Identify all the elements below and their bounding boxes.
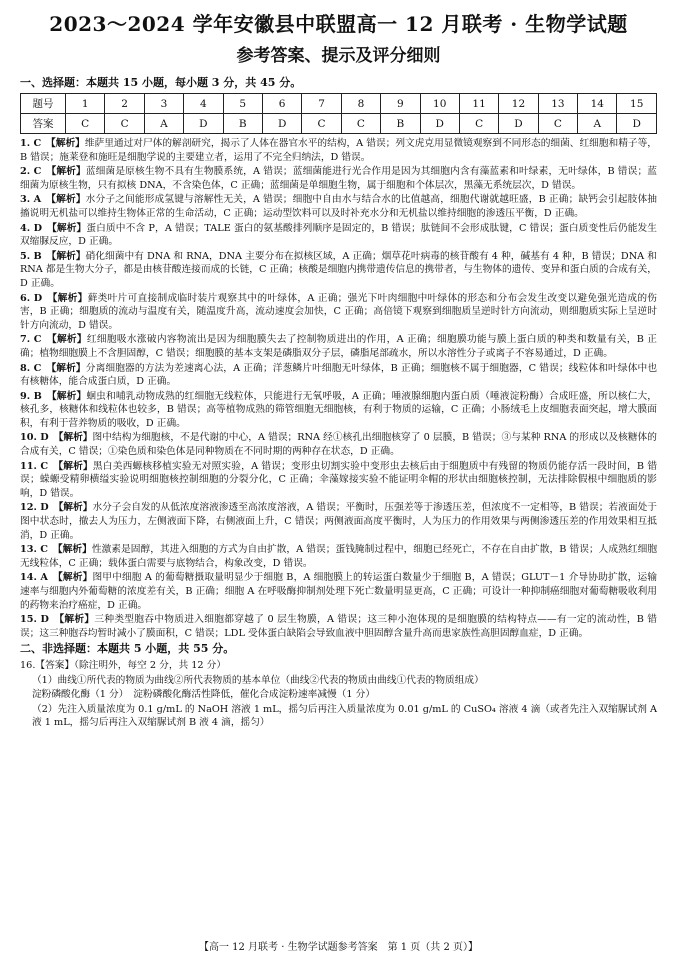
item-text: 蛋白质中不含 P，A 错误；TALE 蛋白的氨基酸排列顺序是固定的，B 错误；肽链间不会形成肽键，C 错误；蛋白质变性后仍能发生双缩脲反应，D 正确。 [20, 222, 657, 248]
row-label-number: 题号 [21, 94, 66, 114]
question-number: 15 [617, 94, 657, 114]
page-title: 2023～2024 学年安徽县中联盟高一 12 月联考 · 生物学试题 [49, 12, 628, 36]
analysis-tag: 【解析】 [51, 334, 87, 346]
item-text: 蛔虫和哺乳动物成熟的红细胞无线粒体，只能进行无氧呼吸，A 正确；唾液腺细胞内蛋白质（唾液淀粉酶）合成旺盛，所以核仁大，核孔多，核糖体和线粒体也较多，B 错误；高等植物成熟的筛管细胞无细胞核，有利于物质的运输，C 正确；小肠绒毛上皮细胞表面突起，增大膜面积，有利于营养物质的吸收，D 正确。 [20, 390, 657, 429]
item-number: 11. C [20, 460, 49, 472]
question-number: 1 [66, 94, 105, 114]
explanation-item [20, 193, 657, 220]
answer-cell: C [538, 114, 577, 134]
explanation-item [20, 137, 657, 164]
question-number: 14 [578, 94, 617, 114]
question-number: 2 [105, 94, 144, 114]
answer-cell: C [302, 114, 341, 134]
explanation-item [20, 460, 657, 501]
section-2-heading: 二、非选择题：本题共 5 小题，共 55 分。 [20, 642, 235, 656]
explanation-item [20, 333, 657, 360]
analysis-tag: 【解析】 [57, 572, 93, 584]
question-number: 9 [381, 94, 420, 114]
analysis-tag: 【解析】 [51, 250, 86, 262]
analysis-tag: 【解析】 [51, 194, 86, 206]
answer-cell: D [617, 114, 657, 134]
answer-cell: C [66, 114, 105, 134]
analysis-tag: 【解析】 [59, 614, 95, 626]
question-number: 5 [223, 94, 262, 114]
section-1-heading: 一、选择题：本题共 15 小题，每小题 3 分，共 45 分。 [20, 76, 302, 89]
question-number: 8 [341, 94, 380, 114]
page-footer: 【高一 12 月联考 · 生物学试题参考答案 第 1 页（共 2 页）】 [198, 942, 479, 953]
item-number: 14. A [20, 572, 48, 584]
item-number: 4. D [20, 222, 43, 234]
item-text: 藓类叶片可直接制成临时装片观察其中的叶绿体，A 正确；强光下叶肉细胞中叶绿体的形态和分布会发生改变以避免强光造成的伤害，B 正确；细胞质的流动与温度有关，随温度升高，流动速度会加快，C 正确；高倍镜下观察到细胞质呈逆时针方向流动，则细胞质实际上呈逆时针方向流动，D 错误。 [20, 292, 657, 331]
explanation-item [20, 250, 657, 291]
item-text: 图甲中细胞 A 的葡萄糖摄取量明显少于细胞 B，A 细胞膜上的转运蛋白数量少于细胞 B，A 错误；GLUT－1 介导协助扩散，运输速率与细胞内外葡萄糖的浓度差有关，B 正确；细胞 A 在呼吸酶抑制剂处理下死亡数量明显更高，C 正确；可设计一种抑制癌细胞对葡萄糖吸收利用的药物来治疗癌症，D 正确。 [20, 572, 658, 611]
item-text: 性激素是固醇，其进入细胞的方式为自由扩散，A 错误；蛋钱腌制过程中，细胞已经死亡，不存在自由扩散，B 错误；人成熟红细胞无线粒体，C 正确；载体蛋白需要与底物结合，构象改变，D 错误。 [20, 544, 658, 569]
item-text: 三种类型胞吞中物质进入细胞都穿越了 0 层生物膜，A 错误；这三种小泡体现的是细胞膜的结构特点——有一定的流动性，B 错误；这三种胞吞均暂时减小了膜面积，C 错误；LDL 受体蛋白缺陷会导致血液中胆固醇含量升高而患家族性高胆固醇血症，D 正确。 [20, 614, 657, 639]
question-number: 7 [302, 94, 341, 114]
item-number: 2. C [20, 166, 42, 178]
analysis-tag: 【解析】 [51, 166, 86, 178]
item-number: 7. C [20, 334, 42, 346]
analysis-tag: 【解析】 [58, 460, 93, 472]
explanation-list [20, 137, 657, 730]
analysis-tag: 【解析】 [51, 222, 87, 234]
item-number: 3. A [20, 194, 42, 206]
answer-cell: C [459, 114, 498, 134]
item-number: 8. C [20, 362, 42, 374]
item-text: 维萨里通过对尸体的解剖研究，揭示了人体在器官水平的结构，A 错误；列文虎克用显微镜观察到不同形态的细菌、红细胞和精子等，B 错误；施莱登和施旺是细胞学说的主要建立者，运用了不完全归纳法，D 错误。 [20, 138, 657, 163]
answer-cell: B [381, 114, 420, 134]
q16-sub-answer-2: （2）先注入质量浓度为 0.1 g/mL 的 NaOH 溶液 1 mL，摇匀后再注入质量浓度为 0.01 g/mL 的 CuSO₄ 溶液 4 滴（或者先注入双缩脲试剂 A 液 1 mL，摇匀后再注入双缩脲试剂 B 液 4 滴，摇匀） [32, 703, 657, 729]
item-text: 水分子之间能形成氢键与溶解性无关，A 错误；细胞中自由水与结合水的比值越高，细胞代谢就越旺盛，B 正确；缺钙会引起肢体抽搐说明无机盐可以维持生物体正常的生命活动，C 正确；运动型饮料可以及时补充水分和无机盐以维持细胞的渗透压平衡，D 正确。 [20, 194, 657, 219]
explanation-item [20, 292, 657, 333]
analysis-tag: 【解析】 [51, 362, 86, 374]
answer-cell: C [105, 114, 144, 134]
question-number: 4 [184, 94, 223, 114]
analysis-tag: 【解析】 [52, 292, 88, 304]
item-text: 蓝细菌是原核生物不具有生物膜系统，A 错误；蓝细菌能进行光合作用是因为其细胞内含有藻蓝素和叶绿素，无叶绿体，B 错误；蓝细菌为原核生物，只有拟核 DNA，不含染色体，C 正确；蓝细菌是单细胞生物，属于细胞和个体层次，黑藻无系统层次，D 错误。 [20, 166, 657, 191]
explanation-item [20, 362, 657, 389]
question-number: 10 [420, 94, 459, 114]
item-number: 9. B [20, 390, 42, 402]
item-number: 6. D [20, 292, 43, 304]
answer-cell: A [578, 114, 617, 134]
item-number: 12. D [20, 502, 49, 514]
answer-cell: D [184, 114, 223, 134]
item-text: 分离细胞器的方法为差速离心法，A 正确；洋葱鳞片叶细胞无叶绿体，B 正确；细胞核不属于细胞器，C 错误；线粒体和叶绿体中也有核糖体，能合成蛋白质，D 正确。 [20, 362, 658, 388]
explanation-item [20, 390, 657, 431]
item-number: 1. C [20, 138, 42, 149]
answer-cell: B [223, 114, 262, 134]
answer-cell: C [341, 114, 380, 134]
row-label-answer: 答案 [21, 114, 66, 134]
analysis-tag: 【解析】 [57, 544, 92, 556]
explanation-item [20, 571, 657, 612]
item-text: 硝化细菌中有 DNA 和 RNA，DNA 主要分布在拟核区域，A 正确；烟草花叶病毒的核苷酸有 4 种，碱基有 4 种，B 错误；DNA 和 RNA 都是生物大分子，都是由核苷酸连接而成的长链，C 正确；核酸是细胞内携带遗传信息的携带者，与生物体的遗传、变异和蛋白质的合成有关，D 正确。 [20, 250, 657, 289]
question-number: 11 [459, 94, 498, 114]
item-text: 图中结构为细胞核，不是代谢的中心，A 错误；RNA 经①核孔出细胞核穿了 0 层膜，B 错误；③与某种 RNA 的形成以及核糖体的合成有关，C 错误；①染色质和染色体是同种物质在不同时期的两种存在状态，D 正确。 [20, 432, 657, 458]
item-number: 15. D [20, 614, 49, 626]
answer-cell: A [144, 114, 183, 134]
explanation-item [20, 222, 657, 249]
question-number: 3 [144, 94, 183, 114]
answer-table [20, 93, 657, 134]
q16-sub-answer-1: （1）曲线①所代表的物质为曲线②所代表物质的基本单位（曲线②代表的物质由曲线①代表的物质组成） [32, 674, 484, 686]
question-number: 13 [538, 94, 577, 114]
analysis-tag: 【解析】 [51, 390, 87, 402]
question-number: 12 [499, 94, 538, 114]
item-number: 13. C [20, 544, 48, 556]
explanation-item [20, 165, 657, 192]
q16-sub-answer-1b: 淀粉磷酸化酶（1 分） 淀粉磷酸化酶活性降低，催化合成淀粉速率减慢（1 分） [32, 689, 376, 701]
item-text: 黑白美西螈核移植实验无对照实验，A 错误；变形虫切割实验中变形虫去核后由于细胞质中有残留的物质仍能存活一段时间，B 错误；蝾螈受精卵横缢实验说明细胞核控制细胞的分裂分化，C 正确；伞藻嫁接实验不能证明伞帽的形状由细胞核控制，无法排除假根中细胞质的影响，D 错误。 [20, 460, 658, 499]
answer-cell: D [420, 114, 459, 134]
q16-answer-line: 16.【答案】（除注明外，每空 2 分，共 12 分） [20, 659, 227, 671]
page-subtitle: 参考答案、提示及评分细则 [236, 46, 441, 66]
analysis-tag: 【解析】 [50, 138, 85, 149]
item-text: 红细胞吸水涨破内容物流出是因为细胞膜失去了控制物质进出的作用，A 正确；细胞膜功能与膜上蛋白质的种类和数量有关，B 正确；植物细胞膜上不含胆固醇，C 错误；细胞膜的基本支架是磷脂双分子层，磷脂尾部疏水，所以水溶性分子或离子不容易通过，D 正确。 [20, 334, 657, 359]
analysis-tag: 【解析】 [58, 502, 93, 514]
question-number: 6 [262, 94, 301, 114]
analysis-tag: 【解析】 [58, 432, 93, 444]
explanation-item [20, 543, 657, 570]
answer-cell: D [499, 114, 538, 134]
explanation-item [20, 613, 657, 640]
explanation-item [20, 501, 657, 542]
item-number: 5. B [20, 250, 42, 262]
answer-cell: D [262, 114, 301, 134]
answer-table-answer-row [21, 114, 657, 134]
explanation-item [20, 431, 657, 458]
item-text: 水分子会自发的从低浓度溶液渗透至高浓度溶液，A 错误；平衡时，压强差等于渗透压差，但浓度不一定相等，B 错误；若液面处于图中状态时，撤去人为压力，左侧液面下降，右侧液面上升，C 错误；两侧液面高度平衡时，人为压力的作用效果与两侧渗透压差的作用效果相互抵消，D 正确。 [20, 502, 657, 541]
answer-table-number-row [21, 94, 657, 114]
item-number: 10. D [20, 432, 49, 444]
